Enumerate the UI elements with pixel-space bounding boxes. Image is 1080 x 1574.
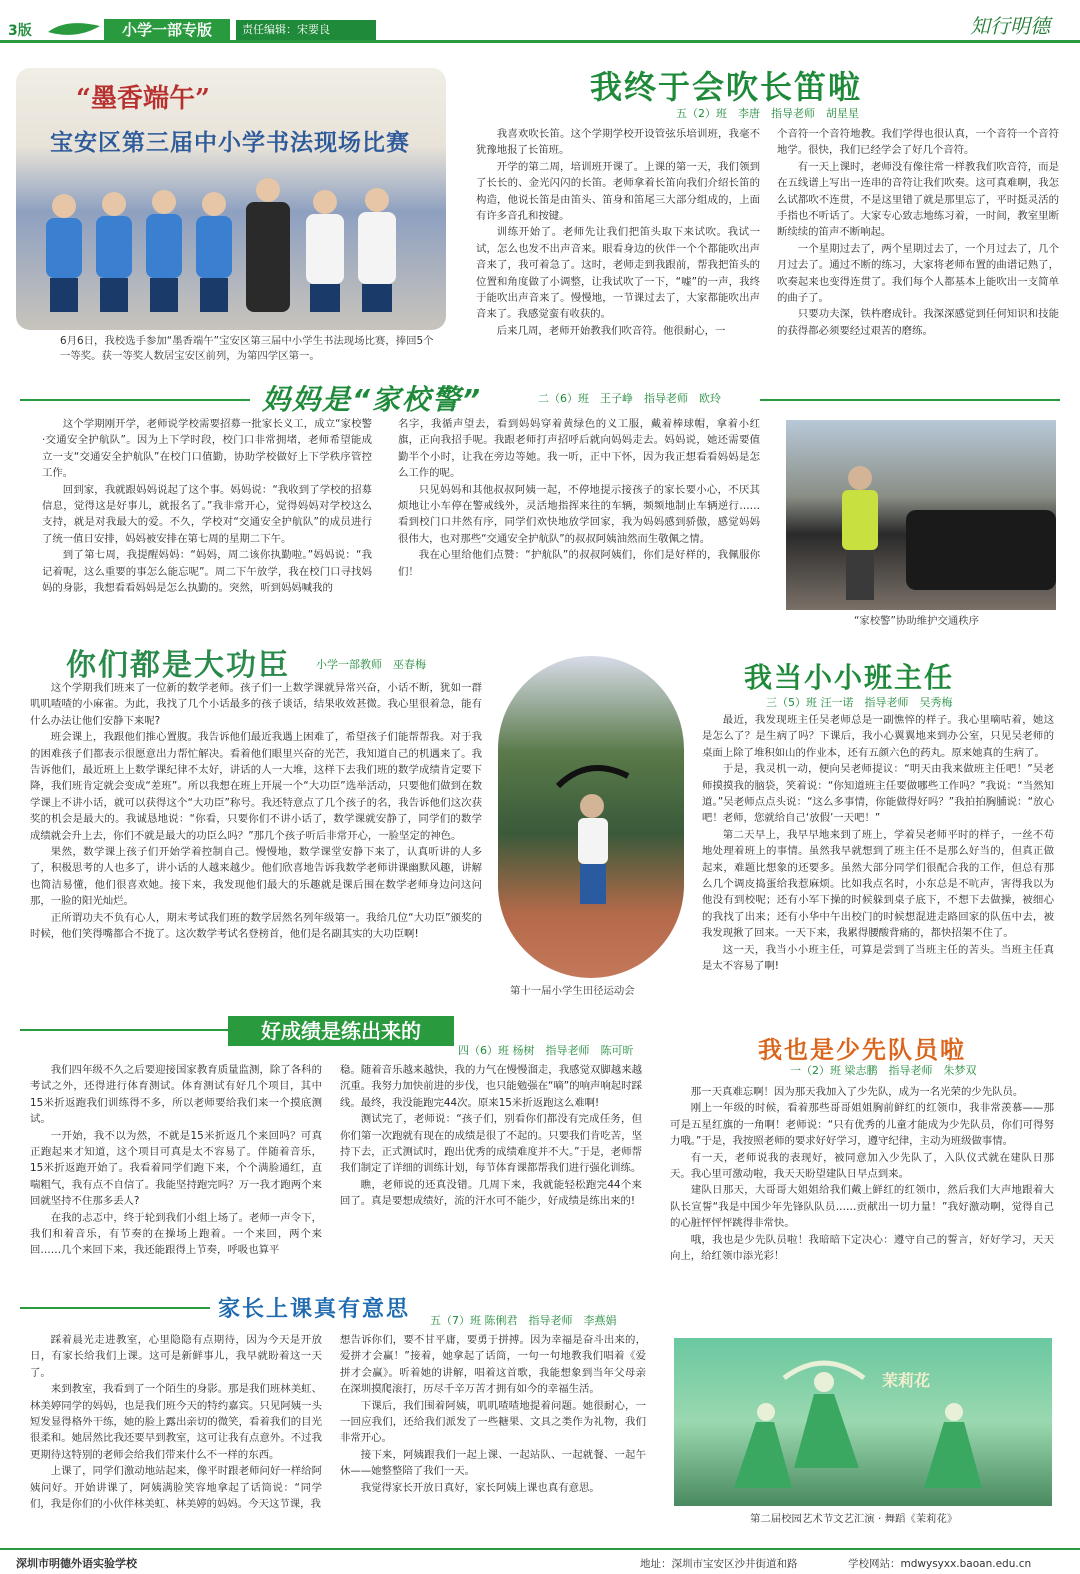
paragraph: 训练开始了。老师先让我们把笛头取下来试吹。我试一试，怎么也发不出声音来。眼看身边的伙伴一个个都能吹出声音来了，我可着急了。这时，老师走到我跟前，帮我把笛头的位置和角度做了小调整，让我试吹了一下，“嘘”的一声，我终于能吹出声音来了。慢慢地，一节课过去了，大家都能吹出声音来了。我感觉蛮有收获的。 <box>476 226 760 321</box>
article-title-training: 好成绩是练出来的 <box>228 1016 454 1046</box>
paragraph: 来到教室，我看到了一个陌生的身影。那是我们班林美虹、林美婷同学的妈妈，也是我们班今天的特约嘉宾。只见阿姨一头短发显得格外干练，她的脸上露出亲切的微笑，看着我们的目光很柔和。她居然比我还要早到教室，这可让我有点意外。不过我更期待这特别的老师会给我们带来什么不一样的东西。 <box>30 1383 322 1461</box>
byline-parent-class: 五（7）班 陈俐君 指导老师 李燕娟 <box>430 1314 617 1327</box>
photo-caption-calligraphy: 6月6日，我校选手参加“墨香端午”宝安区第三届中小学生书法现场比赛，捧回5个一等奖。获一等奖人数居宝安区前列，为第四学区第一。 <box>60 335 434 362</box>
byline-flute: 五（2）班 李唐 指导老师 胡星星 <box>676 107 859 120</box>
masthead-brand: 知行明德 <box>970 14 1050 38</box>
article-body-pioneer <box>670 1084 1054 1264</box>
page-number: 3版 <box>8 20 42 38</box>
paragraph: 建队日那天，大哥哥大姐姐给我们戴上鲜红的红领巾，然后我们大声地跟着大队长宣誓“我是中国少年先锋队队员……贡献出一切力量！”我好激动啊，觉得自己的心脏怦怦怦跳得非常快。 <box>670 1184 1054 1230</box>
traffic-duty-photo <box>786 420 1056 610</box>
header-rule <box>0 40 1080 43</box>
paragraph: 我喜欢吹长笛。这个学期学校开设管弦乐培训班，我毫不犹豫地报了长笛班。 <box>476 128 760 157</box>
paragraph: 瞧，老师说的还真没错。几周下来，我就能轻松跑完44个来回了。真是要想成绩好，流的汗水可不能少，好成绩是练出来的! <box>340 1178 642 1208</box>
dancers-icon <box>674 1338 1052 1506</box>
section-title: 小学一部专版 <box>104 19 230 41</box>
paragraph: 名字，我循声望去，看到妈妈穿着黄绿色的义工服，戴着棒球帽，拿着小红旗，正向我招手呢。我跟老师打声招呼后就向妈妈走去。妈妈说，她还需要值勤半个小时，让我在旁边等她。我一听，正中下怀，因为我正想看看妈妈是怎么工作的呢。 <box>398 418 760 480</box>
photo-banner-subtitle: 宝安区第三届中小学书法现场比赛 <box>50 129 410 156</box>
paragraph: 有一天上课时，老师没有像往常一样教我们吹音符，而是在五线谱上写出一连串的音符让我们吹奏。这可真难啊，我怎么试都吹不连贯，不是这里错了就是那里忘了，平时挺灵活的手指也不听话了。大家专心致志地练习着，一时间，教室里断断续续的笛声不断响起。 <box>777 160 1059 239</box>
paragraph: 开学的第二周，培训班开课了。上课的第一天，我们领到了长长的、金光闪闪的长笛。老师拿着长笛向我们介绍长笛的构造，他说长笛是由笛头、笛身和笛尾三大部分组成的，上面有许多音孔和按键。 <box>476 160 760 223</box>
paragraph: 到了第七周，我提醒妈妈：“妈妈，周二该你执勤啦。”妈妈说：“我记着呢，这么重要的事怎么能忘呢”。周二下午放学，我在校门口寻找妈妈的身影，我想看看妈妈是怎么执勤的。突然，听到妈妈喊我的 <box>42 549 372 595</box>
calligraphy-contest-photo <box>16 68 446 330</box>
paragraph: 最近，我发现班主任吴老师总是一副憔悴的样子。我心里嘀咕着，她这是怎么了？是生病了吗？下课后，我小心翼翼地来到办公室，只见吴老师的桌面上除了堆积如山的作业本，还有五颜六色的药丸。原来她真的生病了。 <box>702 714 1054 759</box>
photo-caption-dance: 第二届校园艺术节文艺汇演 · 舞蹈《茉莉花》 <box>750 1513 958 1525</box>
paragraph: 那一天真难忘啊！因为那天我加入了少先队，成为一名光荣的少先队员。 <box>690 1086 1024 1098</box>
article-body-mom-col2 <box>398 416 760 580</box>
article-title-monitor: 我当小小班主任 <box>744 661 955 694</box>
paragraph: 有一天，老师说我的表现好，被同意加入少先队了，入队仪式就在建队日那天。我心里可激动啦，我天天盼望建队日早点到来。 <box>670 1151 1054 1181</box>
byline-mom: 二（6）班 王子峥 指导老师 欧玲 <box>538 392 721 405</box>
paragraph: 第二天早上，我早早地来到了班上，学着吴老师平时的样子，一丝不苟地处理着班上的事情。虽然我早就想到了班主任不是那么好当的，但真正做起来，难题比想象的还要多。虽然大部分同学们很配合我的工作，但总有那么几个调皮捣蛋给我惹麻烦。比如我点名时，小东总是不吭声，害得我以为他没有到校呢；还有小军下操的时候躲到桌子底下，不想下去做操，被细心的我找了出来；还有小华中午出校门的时候想混进走路回家的队伍中去，被我发现揪了回来。一天下来，我累得腰酸背痛的，都快招架不住了。 <box>702 828 1054 940</box>
byline-training: 四（6）班 杨树 指导老师 陈可昕 <box>458 1044 634 1057</box>
paragraph: 想告诉你们，要不甘平庸，要勇于拼搏。因为幸福是奋斗出来的，爱拼才会赢！”接着，她拿起了话筒，一句一句地教我们唱着《爱拼才会赢》。听着她的讲解，唱着这首歌，我能想象到当年父母亲在深圳摸爬滚打，历尽千辛万苦才拥有如今的幸福生活。 <box>340 1334 646 1396</box>
paragraph: 班会课上，我跟他们推心置腹。我告诉他们最近我遇上困难了，希望孩子们能帮帮我。对于我的困难孩子们都表示很愿意出力帮忙解决。看着他们眼里兴奋的光芒，我知道自己的机遇来了。我告诉他们，最近班上上数学课纪律不太好，讲话的人一大堆，这样下去我们班的数学成绩肯定要下降，我们班肯定就会变成“差班”。所以我想在班上开展一个“大功臣”选举活动，只要他们做到在数学课上不讲小话，就可以获得这个“大功臣”称号。我还特意点了几个孩子的名，我告诉他们这次获奖的机会是最大的。我诚恳地说：“你看，只要你们不讲小话了，数学课就安静了，同学们的数学成绩就会升上去，你们不就是最大的功臣么吗？”那几个孩子听后非常开心，一脸坚定的神色。 <box>30 731 482 842</box>
paragraph: 测试完了，老师说：“孩子们，别看你们都没有完成任务，但你们第一次跑就有现在的成绩是很了不起的。只要我们肯吃苦，坚持下去，正式测试时，跑出优秀的成绩难度并不大。”于是，老师帮我们制定了详细的训练计划，每节体育课都帮我们进行强化训练。 <box>340 1113 642 1175</box>
paragraph: 哦，我也是少先队员啦！我暗暗下定决心：遵守自己的誓言，好好学习，天天向上，给红领巾添光彩！ <box>670 1233 1054 1263</box>
paragraph: 果然，数学课上孩子们开始学着控制自己。慢慢地，数学课堂安静下来了，认真听讲的人多了，积极思考的人也多了，讲小话的人越来越少。他们欣喜地告诉我数学老师讲课幽默风趣，讲解也简洁易懂，他们很喜欢她。接下来，我发现他们最大的乐趣就是课后围在数学老师身边问这问那，一脸的阳光灿烂。 <box>30 846 482 908</box>
paragraph: 我们四年级不久之后要迎接国家教育质量监测，除了各科的考试之外，还得进行体育测试。体育测试有好几个项目，其中15米折返跑我们训练得不多，所以老师要给我们来一个摸底测试。 <box>30 1064 322 1126</box>
footer-website[interactable]: 学校网站：mdwysyxx.baoan.edu.cn <box>848 1558 1032 1570</box>
article-title-parent-class: 家长上课真有意思 <box>218 1297 411 1322</box>
article-body-training-col2 <box>340 1062 642 1210</box>
paragraph: 后来几周，老师开始教我们吹音符。他很耐心，一 <box>496 324 726 337</box>
paragraph: 稳。随着音乐越来越快，我的力气在慢慢溜走，我感觉双脚越来越沉重。我努力加快前进的步伐，也只能勉强在“嘀”的响声响起时踩线。最终，我没能跑完44次。原来15米折返跑这么难啊! <box>340 1064 642 1109</box>
paragraph: 只见妈妈和其他叔叔阿姨一起，不停地提示接孩子的家长要小心，不厌其烦地让小车停在警戒线外，灵活地指挥来往的车辆，频频地制止车辆逆行……看到校门口井然有序，同学们欢快地放学回家，我为妈妈感到骄傲，感觉妈妈很伟大，也对那些“交通安全护航队”的叔叔阿姨油然而生敬佩之情。 <box>398 483 760 545</box>
paragraph: 在我的忐忑中，终于轮到我们小组上场了。老师一声令下，我们和着音乐，有节奏的在操场上跑着。一个来回，两个来回……几个来回下来，我还能跟得上节奏，呼吸也算平 <box>30 1211 322 1257</box>
footer-school: 深圳市明德外语实验学校 <box>16 1557 137 1570</box>
article-body-mom-col1 <box>42 416 372 596</box>
paragraph: 这个学期我们班来了一位新的数学老师。孩子们一上数学课就异常兴奋，小话不断，犹如一群叽叽喳喳的小麻雀。为此，我找了几个小话最多的孩子谈话，结果收效甚微。我心里很着急，能有什么办法让他们安静下来呢? <box>30 682 482 727</box>
paragraph: 只要功夫深，铁杵磨成针。我深深感觉到任何知识和技能的获得都必须要经过艰苦的磨练。 <box>777 308 1059 337</box>
article-title-mom: 妈妈是“家校警” <box>262 383 483 416</box>
paragraph: 一开始，我不以为然，不就是15米折返几个来回吗？可真正跑起来才知道，这个项目可真是太不容易了。伴随着音乐，15米折返跑开始了。我看着同学们跑下来，个个满脸通红，直喘粗气，我有点不自信了。我能坚持跑完吗？万一我才跑两个来回就坚持不住那多丢人? <box>30 1129 322 1208</box>
byline-heroes: 小学一部教师 巫春梅 <box>316 658 426 671</box>
volunteer-icon <box>786 420 1056 610</box>
photo-banner-title: “墨香端午” <box>76 84 210 114</box>
editor-credit: 责任编辑：宋要良 <box>236 20 376 40</box>
paragraph: 个音符一个音符地教。我们学得也很认真，一个音符一个音符地学。很快，我们已经学会了好几个音符。 <box>777 128 1059 157</box>
masthead-bar <box>0 0 1080 44</box>
article-body-monitor <box>702 712 1054 975</box>
article-body-heroes <box>30 680 482 943</box>
paragraph: 刚上一年级的时候，看着那些哥哥姐姐胸前鲜红的红领巾，我非常羡慕——那可是五星红旗的一角啊！老师说：“只有优秀的儿童才能成为少先队员，你们可得努力哦。”于是，我按照老师的要求好好学习，遵守纪律，主动为班级做事情。 <box>670 1102 1054 1148</box>
paragraph: 下课后，我们围着阿姨，叽叽喳喳地提着问题。她很耐心，一一回应我们，还给我们派发了一些糖果、文具之类作为礼物，我们非常开心。 <box>340 1399 646 1445</box>
paragraph: 这一天，我当小小班主任，可算是尝到了当班主任的苦头。当班主任真是太不容易了啊! <box>702 943 1054 973</box>
page-footer <box>0 1548 1080 1574</box>
article-body-flute-col1 <box>476 126 760 339</box>
byline-monitor: 三（5）班 汪一诺 指导老师 吴秀梅 <box>766 696 953 709</box>
students-group-icon <box>16 178 446 330</box>
article-body-training-col1 <box>30 1062 322 1259</box>
byline-pioneer: 一（2）班 梁志鹏 指导老师 朱梦双 <box>790 1064 977 1077</box>
photo-caption-track: 第十一届小学生田径运动会 <box>510 985 635 997</box>
stage-sign: 茉莉花 <box>882 1371 931 1390</box>
paragraph: 踩着晨光走进教室，心里隐隐有点期待，因为今天是开放日，有家长给我们上课。这可是新鲜事儿，我早就盼着这一天了。 <box>30 1334 322 1379</box>
paragraph: 这个学期刚开学，老师说学校需要招募一批家长义工，成立“家校警·交通安全护航队”。因为上下学时段，校门口非常拥堵，老师希望能成立一支“交通安全护航队”在校门口值勤，协助学校做好上下学秩序管控工作。 <box>42 418 372 480</box>
article-body-flute-col2 <box>777 126 1059 339</box>
jumping-student-icon <box>498 656 684 978</box>
paragraph: 我在心里给他们点赞：“护航队”的叔叔阿姨们，你们是好样的，我佩服你们！ <box>398 549 760 578</box>
paragraph: 接下来，阿姨跟我们一起上课、一起站队、一起就餐、一起午休——她整整陪了我们一天。 <box>340 1448 646 1478</box>
article-title-flute: 我终于会吹长笛啦 <box>590 68 863 106</box>
track-meet-photo <box>498 656 684 978</box>
paragraph: 我觉得家长开放日真好，家长阿姨上课也真有意思。 <box>360 1481 600 1494</box>
paragraph: 回到家，我就跟妈妈说起了这个事。妈妈说：“我收到了学校的招募信息，觉得这是好事儿，就报名了。”我非常开心，觉得妈妈对学校这么支持，就是对我最大的爱。不久，学校对“交通安全护航队”的成员进行了统一值日安排，妈妈被安排在第七周的星期二下午。 <box>42 483 372 545</box>
paragraph: 正所谓功夫不负有心人，期末考试我们班的数学居然名列年级第一。我给几位“大功臣”颁奖的时候，他们笑得嘴都合不拢了。这次数学考试名登榜首，他们是名副其实的大功臣啊! <box>30 911 482 941</box>
leaf-ornament-icon <box>46 18 102 42</box>
paragraph: 于是，我灵机一动，便向吴老师提议：“明天由我来做班主任吧！”吴老师摸摸我的脑袋，笑着说：“你知道班主任要做哪些工作吗？”我说：“当然知道。”吴老师点点头说：“这么多事情，你能做得好吗？”我拍拍胸脯说：“放心吧！老师，您就给自己‘放假’一天吧！” <box>702 763 1054 825</box>
article-title-pioneer: 我也是少先队员啦 <box>758 1036 966 1064</box>
article-body-parent-class-col1 <box>30 1332 322 1512</box>
article-title-heroes: 你们都是大功臣 <box>66 648 290 683</box>
footer-address: 地址：深圳市宝安区沙井街道和路 <box>640 1558 798 1570</box>
paragraph: 上课了，同学们激动地站起来，像平时跟老师问好一样给阿姨问好。开始讲课了，阿姨满脸笑容地拿起了话筒说：“同学们，我是你们的小伙伴林美虹、林美婷的妈妈。今天这节课，我 <box>30 1465 322 1511</box>
article-body-parent-class-col2 <box>340 1332 646 1496</box>
photo-caption-traffic: “家校警”协助维护交通秩序 <box>854 615 980 627</box>
dance-performance-photo <box>674 1338 1052 1506</box>
paragraph: 一个星期过去了，两个星期过去了，一个月过去了，几个月过去了。通过不断的练习，大家将老师布置的曲谱记熟了，吹奏起来也变得连贯了。我们每个人都基本上能吹出一支简单的曲子了。 <box>777 242 1059 305</box>
